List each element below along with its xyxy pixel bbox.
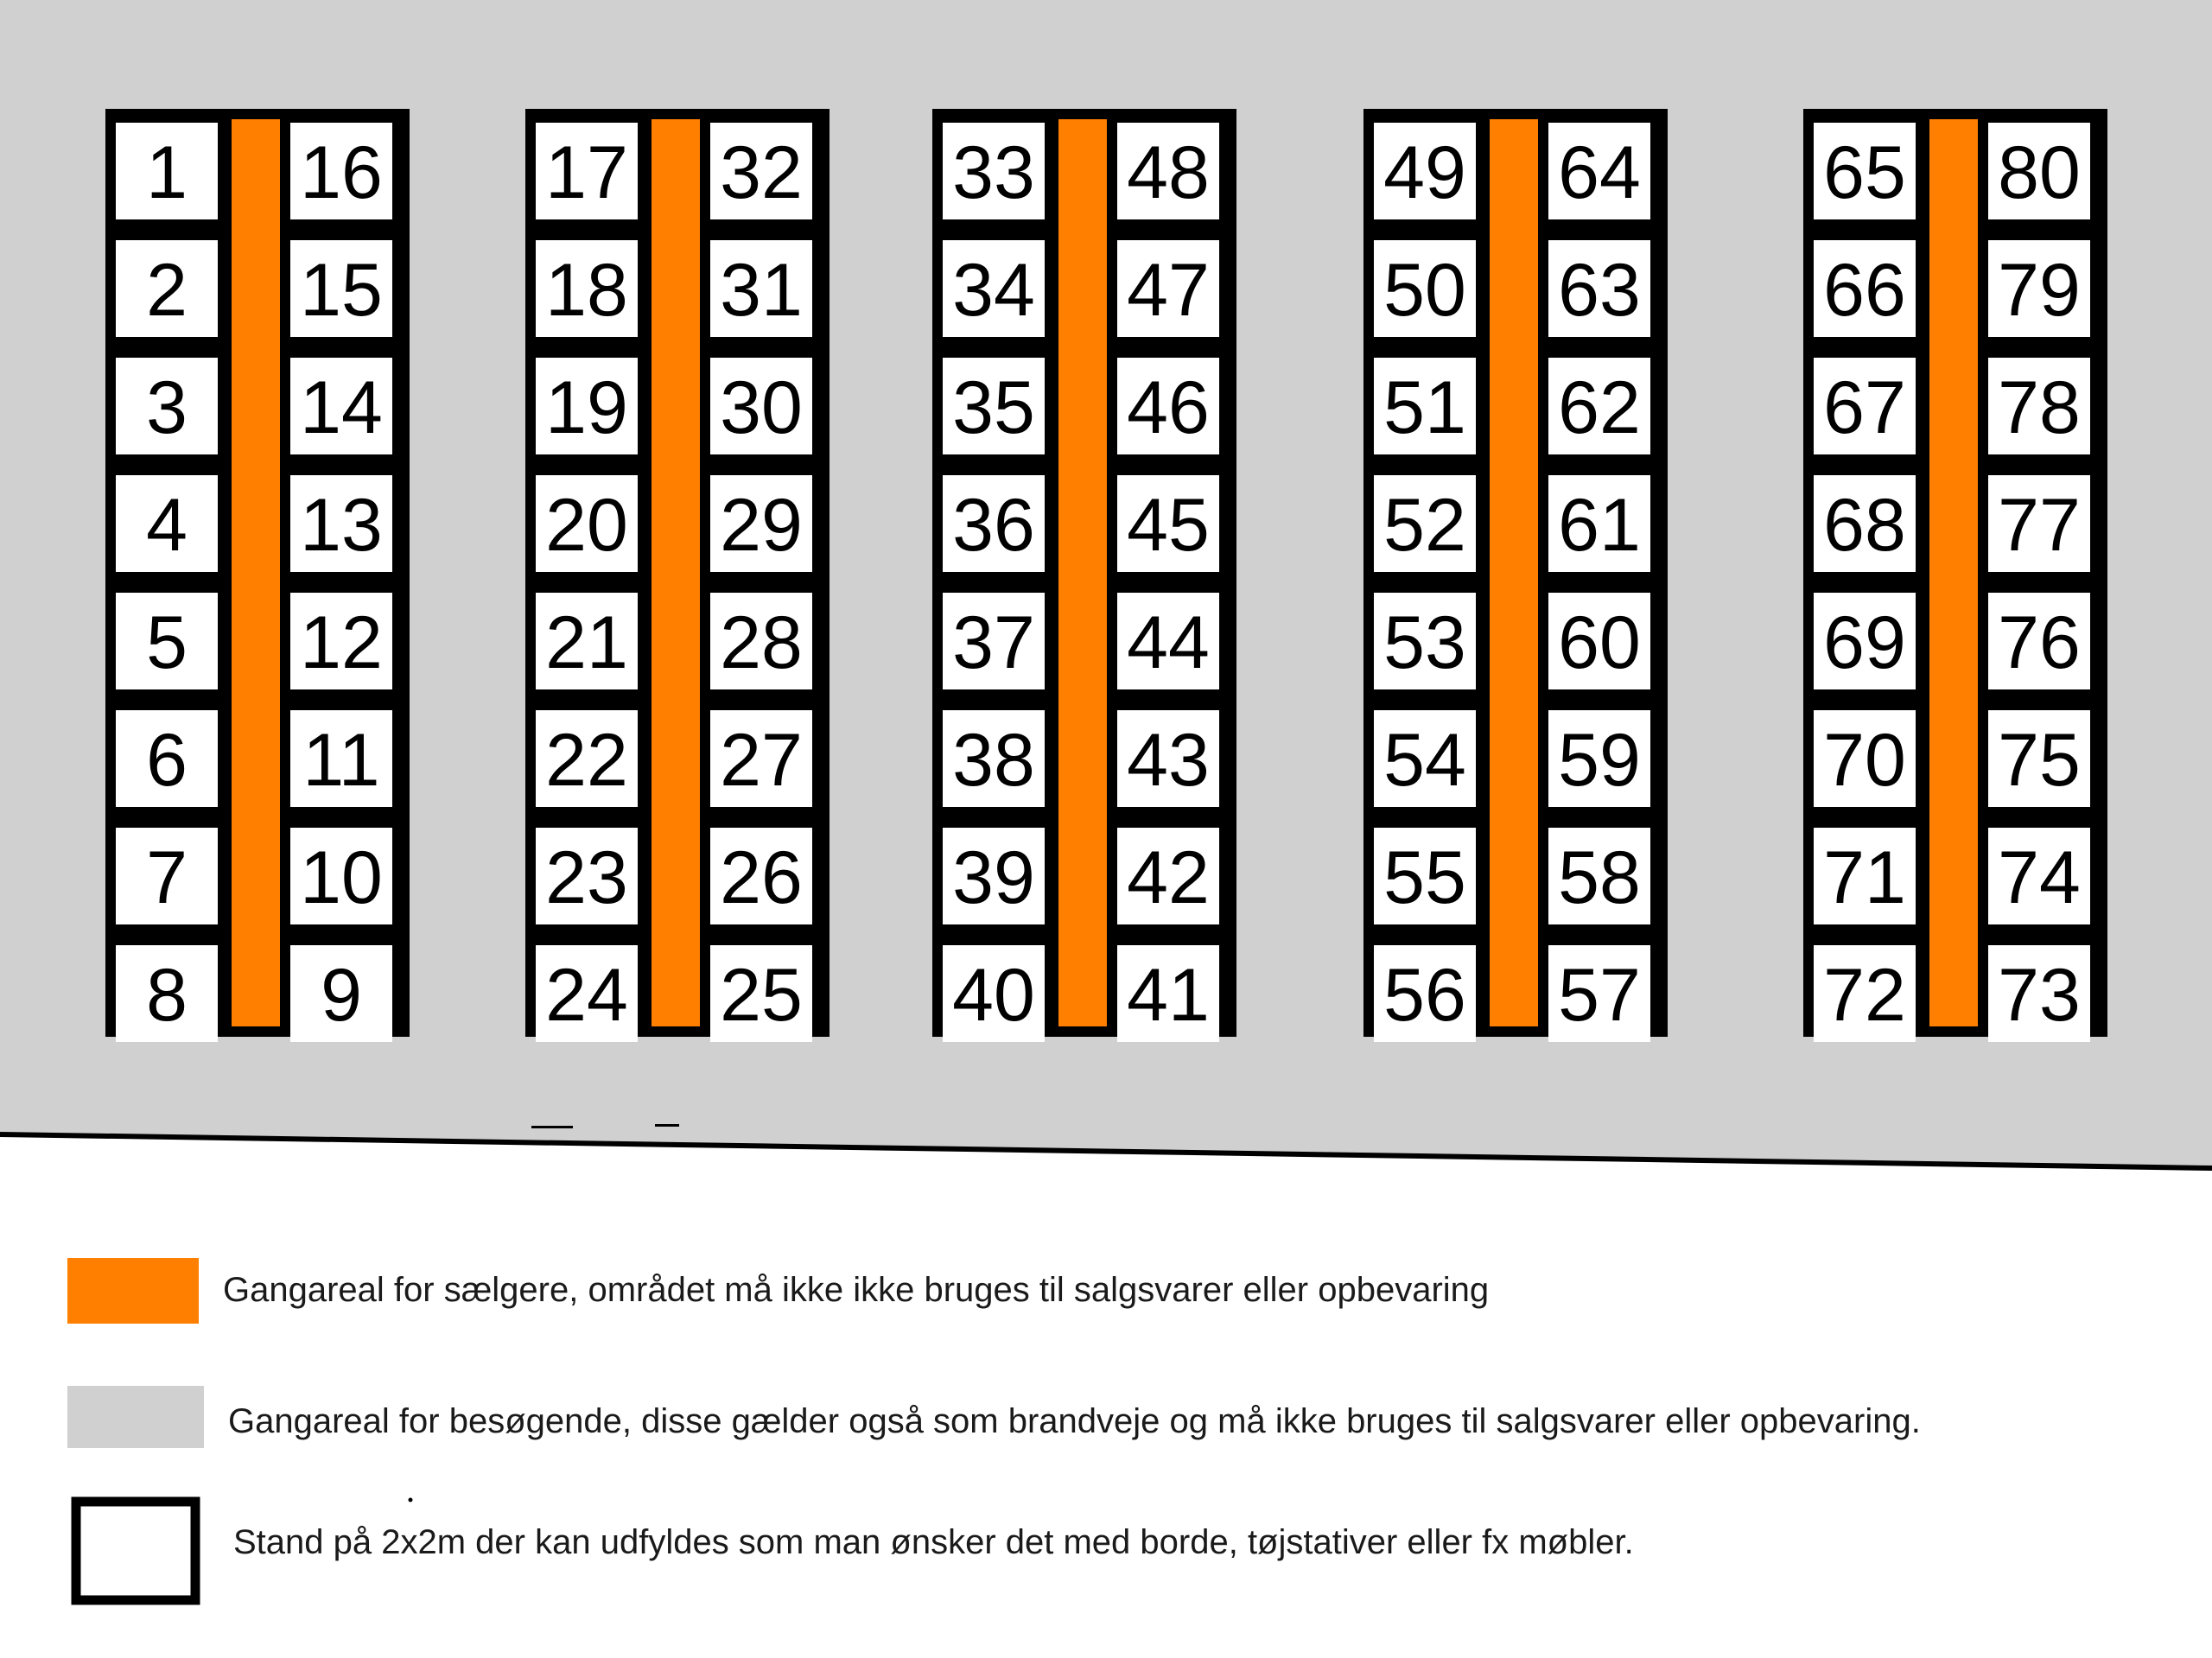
legend-swatch-visitor-aisle: [67, 1386, 204, 1448]
stall-number: 72: [1823, 954, 1906, 1037]
stall-number: 7: [146, 836, 188, 919]
stall-number: 55: [1383, 836, 1466, 919]
stall-number: 2: [146, 249, 188, 332]
stall-number: 53: [1383, 601, 1466, 684]
legend-visitor-aisle-label: Gangareal for besøgende, disse gælder også som brandveje og må ikke bruges til salgsvarer eller opbevaring.: [228, 1402, 1921, 1440]
legend-seller-aisle-label: Gangareal for sælgere, området må ikke ikke bruges til salgsvarer eller opbevaring: [223, 1271, 1490, 1309]
stall-number: 71: [1823, 836, 1906, 919]
stall-number: 33: [952, 131, 1035, 214]
stall-number: 75: [1998, 719, 2081, 802]
stall-number: 21: [545, 601, 628, 684]
stall-number: 24: [545, 954, 628, 1037]
stall-number: 28: [720, 601, 803, 684]
stray-dot: [409, 1498, 413, 1502]
stall-number: 37: [952, 601, 1035, 684]
stall-number: 35: [952, 366, 1035, 449]
stall-number: 54: [1383, 719, 1466, 802]
stall-number: 42: [1127, 836, 1210, 919]
stall-number: 8: [146, 954, 188, 1037]
stall-number: 66: [1823, 249, 1906, 332]
stall-number: 27: [720, 719, 803, 802]
stall-number: 3: [146, 366, 188, 449]
stall-number: 74: [1998, 836, 2081, 919]
stall-number: 79: [1998, 249, 2081, 332]
stall-number: 39: [952, 836, 1035, 919]
stray-mark: [531, 1126, 573, 1128]
stall-number: 70: [1823, 719, 1906, 802]
stall-number: 61: [1558, 484, 1641, 567]
stall-number: 22: [545, 719, 628, 802]
stall-number: 45: [1127, 484, 1210, 567]
stall-number: 25: [720, 954, 803, 1037]
stall-number: 26: [720, 836, 803, 919]
stall-number: 19: [545, 366, 628, 449]
legend-swatch-seller-aisle: [67, 1258, 199, 1324]
seller-aisle: [1929, 119, 1978, 1026]
stall-number: 60: [1558, 601, 1641, 684]
stall-number: 18: [545, 249, 628, 332]
stall-number: 51: [1383, 366, 1466, 449]
stall-number: 46: [1127, 366, 1210, 449]
booth-blocks: [105, 109, 2107, 1042]
legend-swatch-stand: [76, 1502, 195, 1600]
stall-number: 9: [321, 954, 362, 1037]
stall-number: 56: [1383, 954, 1466, 1037]
stall-number: 12: [300, 601, 383, 684]
stall-number: 40: [952, 954, 1035, 1037]
seller-aisle: [652, 119, 700, 1026]
stall-number: 23: [545, 836, 628, 919]
stall-number: 5: [146, 601, 188, 684]
stall-number: 58: [1558, 836, 1641, 919]
stall-number: 73: [1998, 954, 2081, 1037]
stall-number: 52: [1383, 484, 1466, 567]
seller-aisle: [232, 119, 280, 1026]
stall-number: 13: [300, 484, 383, 567]
stall-number: 80: [1998, 131, 2081, 214]
stall-number: 41: [1127, 954, 1210, 1037]
stall-number: 64: [1558, 131, 1641, 214]
stall-number: 65: [1823, 131, 1906, 214]
legend-stand-label: Stand på 2x2m der kan udfyldes som man ønsker det med borde, tøjstativer eller fx møbler.: [233, 1523, 1634, 1561]
stall-number: 17: [545, 131, 628, 214]
booth-block-5: [1803, 109, 2107, 1042]
stall-number: 10: [300, 836, 383, 919]
stall-number: 69: [1823, 601, 1906, 684]
legend: [67, 1258, 1921, 1600]
stall-number: 31: [720, 249, 803, 332]
stall-number: 47: [1127, 249, 1210, 332]
stray-mark: [655, 1124, 679, 1127]
booth-block-2: [525, 109, 830, 1042]
stall-number: 63: [1558, 249, 1641, 332]
stall-number: 20: [545, 484, 628, 567]
stall-number: 50: [1383, 249, 1466, 332]
stall-number: 67: [1823, 366, 1906, 449]
stall-number: 38: [952, 719, 1035, 802]
stall-number: 77: [1998, 484, 2081, 567]
booth-block-4: [1363, 109, 1668, 1042]
stall-number: 4: [146, 484, 188, 567]
stall-number: 76: [1998, 601, 2081, 684]
stall-number: 36: [952, 484, 1035, 567]
booth-block-1: [105, 109, 410, 1042]
stall-number: 78: [1998, 366, 2081, 449]
stall-number: 44: [1127, 601, 1210, 684]
stall-number: 34: [952, 249, 1035, 332]
stall-number: 57: [1558, 954, 1641, 1037]
stall-number: 59: [1558, 719, 1641, 802]
stall-number: 62: [1558, 366, 1641, 449]
stall-number: 68: [1823, 484, 1906, 567]
stall-number: 11: [302, 719, 380, 802]
stall-number: 30: [720, 366, 803, 449]
stall-number: 48: [1127, 131, 1210, 214]
stall-number: 6: [146, 719, 188, 802]
stall-number: 15: [300, 249, 383, 332]
stall-number: 49: [1383, 131, 1466, 214]
stall-number: 43: [1127, 719, 1210, 802]
stall-number: 1: [146, 131, 188, 214]
seller-aisle: [1058, 119, 1107, 1026]
stall-number: 14: [300, 366, 383, 449]
stall-number: 32: [720, 131, 803, 214]
stall-number: 16: [300, 131, 383, 214]
seller-aisle: [1490, 119, 1538, 1026]
stall-number: 29: [720, 484, 803, 567]
booth-block-3: [932, 109, 1236, 1042]
